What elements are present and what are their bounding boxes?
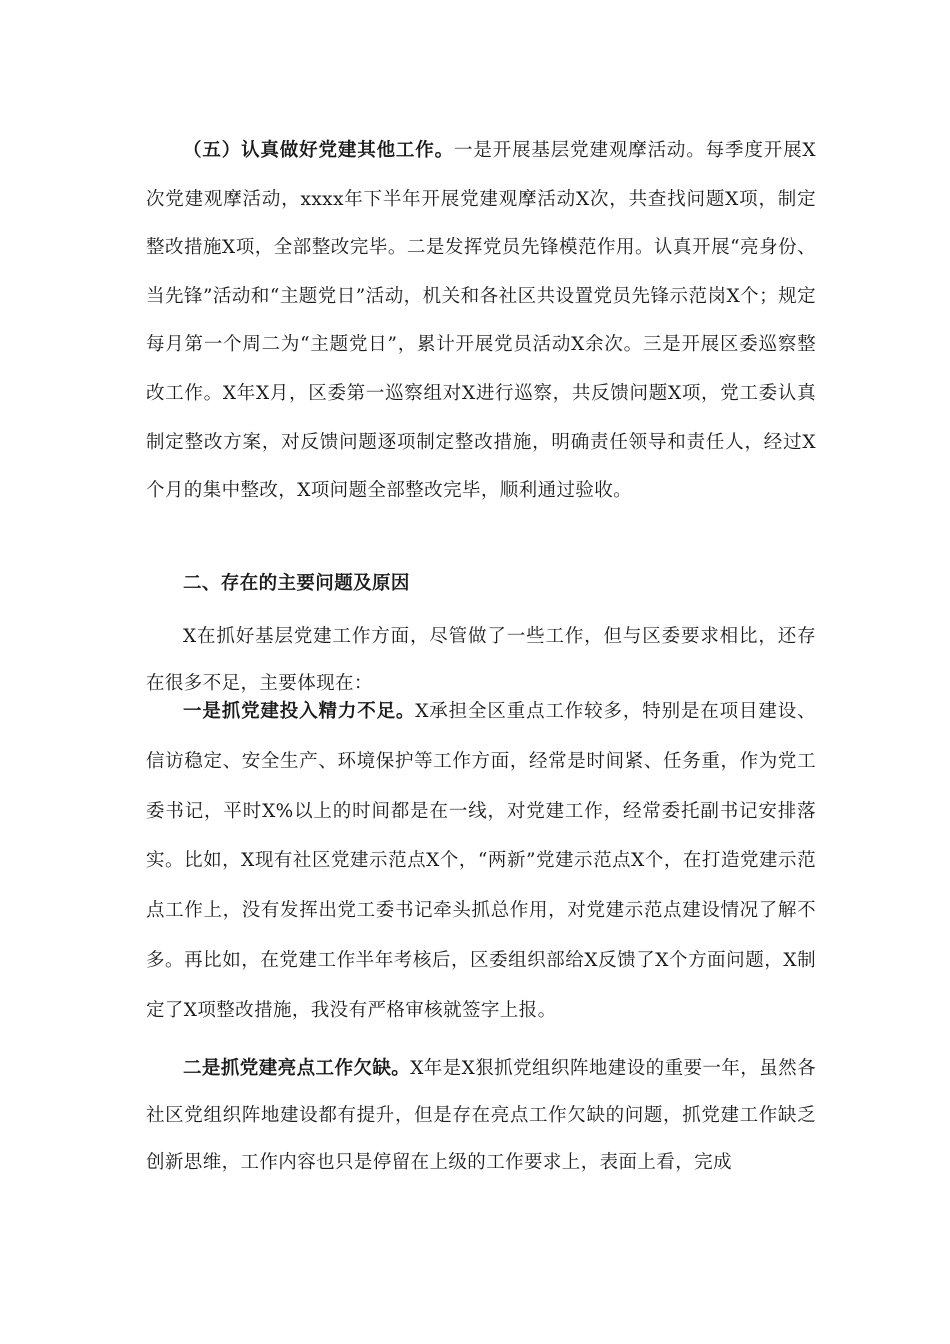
paragraph-intro: X在抓好基层党建工作方面，尽管做了一些工作，但与区委要求相比，还存在很多不足，主要体现在： (146, 626, 816, 694)
issue2-heading: 二是抓党建亮点工作欠缺。 (183, 1058, 411, 1079)
issue1-heading: 一是抓党建投入精力不足。 (183, 701, 416, 722)
paragraph-issue2 (146, 1045, 816, 1186)
paragraph-section5 (146, 127, 816, 516)
issue2-body: X年是X狠抓党组织阵地建设的重要一年，虽然各社区党组织阵地建设都有提升，但是存在亮点工作欠缺的问题，抓党建工作缺乏创新思维，工作内容也只是停留在上级的工作要求上，表面上看，完成 (146, 1058, 816, 1173)
section5-heading: （五）认真做好党建其他工作。 (183, 140, 454, 161)
section5-body: 一是开展基层党建观摩活动。每季度开展X次党建观摩活动，xxxx年下半年开展党建观摩活动X次，共查找问题X项，制定整改措施X项，全部整改完毕。二是发挥党员先锋模范作用。认真开展“亮身份、当先锋”活动和“主题党日”活动，机关和各社区共设置党员先锋示范岗X个；规定每月第一个周二为“主题党日”，累计开展党员活动X余次。三是开展区委巡察整改工作。X年X月，区委第一巡察组对X进行巡察，共反馈问题X项，党工委认真制定整改方案，对反馈问题逐项制定整改措施，明确责任领导和责任人，经过X个月的集中整改，X项问题全部整改完毕，顺利通过验收。 (146, 140, 816, 502)
issue1-body: X承担全区重点工作较多，特别是在项目建设、信访稳定、安全生产、环境保护等工作方面，经常是时间紧、任务重，作为党工委书记，平时X%以上的时间都是在一线，对党建工作，经常委托副书记安排落实。比如，X现有社区党建示范点X个，“两新”党建示范点X个，在打造党建示范点工作上，没有发挥出党工委书记牵头抓总作用，对党建示范点建设情况了解不多。再比如，在党建工作半年考核后，区委组织部给X反馈了X个方面问题，X制定了X项整改措施，我没有严格审核就签字上报。 (146, 701, 816, 1021)
section-title: 二、存在的主要问题及原因 (183, 573, 410, 594)
paragraph-issue1 (146, 687, 816, 1036)
